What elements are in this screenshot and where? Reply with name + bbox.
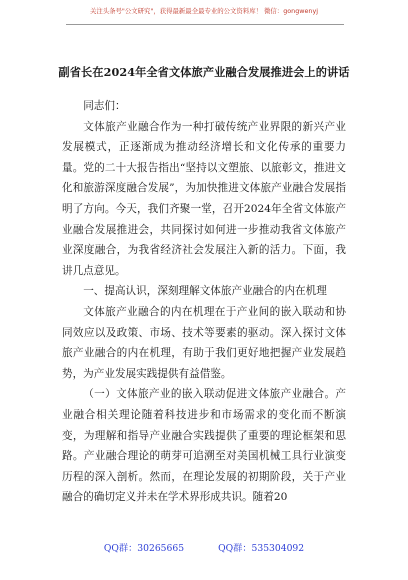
- salutation: 同志们：: [83, 100, 126, 112]
- document-title: 副省长在2024年全省文体旅产业融合发展推进会上的讲话: [58, 65, 350, 79]
- document-body: [62, 96, 346, 508]
- section-heading-1: 一、提高认识，深刻理解文体旅产业融合的内在机理: [83, 285, 327, 298]
- page-footer: [0, 540, 408, 554]
- footer-qq-group-1: QQ群：30265665: [103, 543, 185, 554]
- paragraph-mechanism: 文体旅产业融合的内在机理在于产业间的嵌入联动和协同效应以及政策、市场、技术等要素的驱动。深入探讨文体旅产业融合的内在机理，有助于我们更好地把握产业发展趋势，为产业发展实践提供有益借鉴。: [62, 305, 346, 380]
- paragraph-intro: 文体旅产业融合作为一种打破传统产业界限的新兴产业发展模式，正逐渐成为推动经济增长和文化传承的重要力量。党的二十大报告指出“坚持以文塑旅、以旅彰文，推进文化和旅游深度融合发展”，为加快推进文体旅产业融合发展指明了方向。今天，我们齐聚一堂，召开2024年全省文体旅产业融合发展推进会，共同探讨如何进一步推动我省文体旅产业深度融合，为我省经济社会发展注入新的活力。下面，我讲几点意见。: [62, 120, 346, 277]
- header-divider: [66, 24, 344, 25]
- paragraph-subsection-1: （一）文体旅产业的嵌入联动促进文体旅产业融合。产业融合相关理论随着科技进步和市场需求的变化而不断演变，为理解和指导产业融合实践提供了重要的理论框架和思路。产业融合理论的萌芽可追溯至对美国机械工具行业演变历程的深入剖析。然而，在理论发展的初期阶段，关于产业融合的确切定义并未在学术界形成共识。随着20: [62, 388, 346, 504]
- header-promo-note: 关注头条号"公文研究"，获得最新最全最专业的公文资料库！ 微信：gongwenyj: [89, 7, 319, 15]
- footer-qq-group-2: QQ群：535304092: [218, 543, 305, 554]
